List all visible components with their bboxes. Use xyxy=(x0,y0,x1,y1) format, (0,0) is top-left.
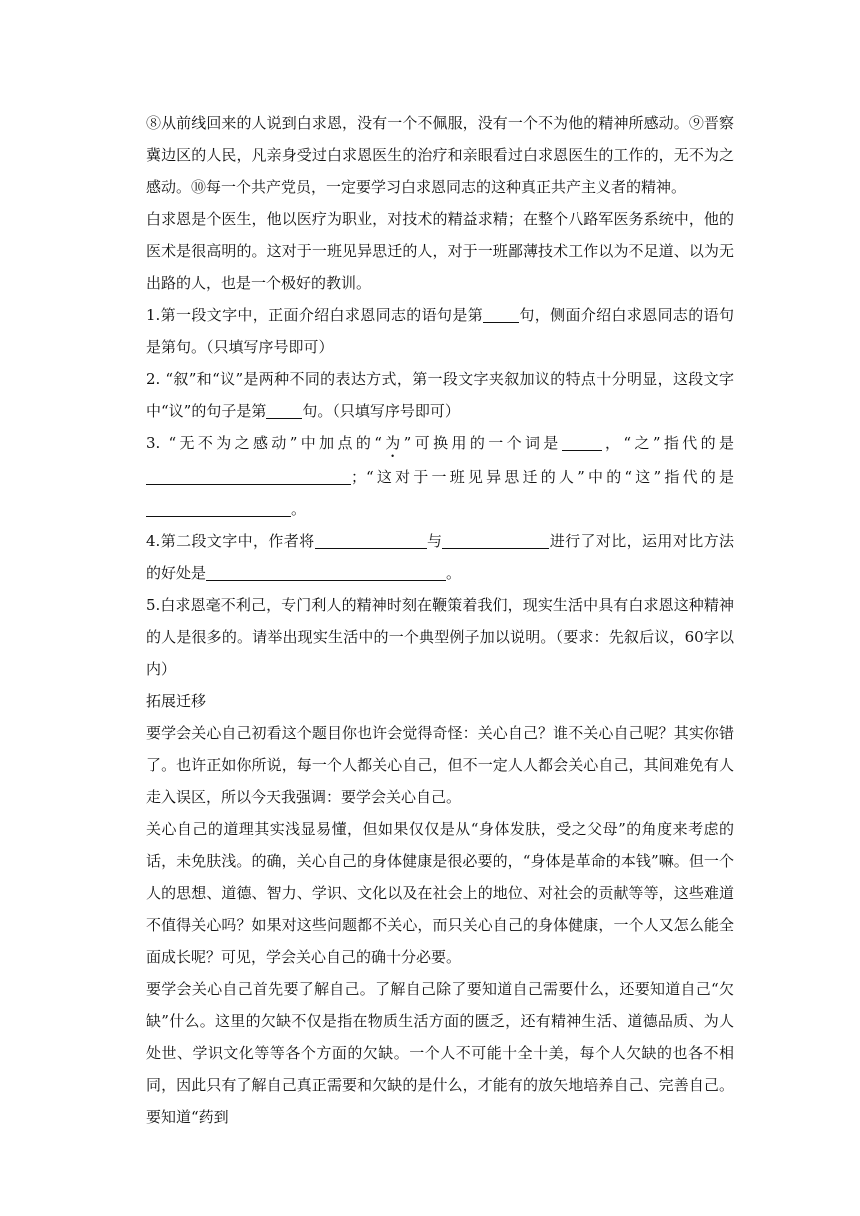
q3-text-e: 。 xyxy=(291,500,307,518)
q1-text-a: 1.第一段文字中，正面介绍白求恩同志的语句是第 xyxy=(146,306,484,324)
question-4 xyxy=(146,525,734,589)
q3-text-a: 3. “无不为之感动”中加点的“ xyxy=(146,434,382,452)
question-2 xyxy=(146,363,734,427)
q3-text-b: ”可换用的一个词是 xyxy=(403,434,562,452)
question-5: 5.白求恩毫不利己，专门利人的精神时刻在鞭策着我们，现实生活中具有白求恩这种精神的人是很多的。请举出现实生活中的一个典型例子加以说明。（要求：先叙后议，60字以内） xyxy=(146,596,734,678)
q4-text-a: 4.第二段文字中，作者将 xyxy=(146,532,315,550)
q3-dotted-char: 为 xyxy=(381,434,404,452)
section-title: 拓展迁移 xyxy=(146,692,207,710)
q4-text-b: 与 xyxy=(426,532,443,550)
q4-blank-1[interactable] xyxy=(315,530,427,549)
q2-text-a: 2. “叙”和“议”是两种不同的表达方式，第一段文字夹叙加议的特点十分明显，这段文字中“议”的句子是第 xyxy=(146,370,734,420)
passage2-para2: 关心自己的道理其实浅显易懂，但如果仅仅是从“身体发肤，受之父母”的角度来考虑的话，未免肤浅。的确，关心自己的身体健康是很必要的，“身体是革命的本钱”嘛。但一个人的思想、道德、智力、学识、文化以及在社会上的地位、对社会的贡献等等，这些难道不值得关心吗？如果对这些问题都不关心，而只关心自己的身体健康，一个人又怎么能全面成长呢？可见，学会关心自己的确十分必要。 xyxy=(146,820,734,966)
q4-text-c: 进行了对比，运用对比方法的好处是 xyxy=(146,532,734,582)
passage1-para1: ⑧从前线回来的人说到白求恩，没有一个不佩服，没有一个不为他的精神所感动。⑨晋察冀边区的人民，凡亲身受过白求恩医生的治疗和亲眼看过白求恩医生的工作的，无不为之感动。⑩每一个共产党员，一定要学习白求恩同志的这种真正共产主义者的精神。 xyxy=(146,114,734,196)
question-1 xyxy=(146,299,734,363)
q2-blank[interactable] xyxy=(266,400,302,419)
q1-blank-1[interactable] xyxy=(483,304,519,323)
q4-text-d: 。 xyxy=(446,564,462,582)
q4-blank-2[interactable] xyxy=(442,530,549,549)
q3-text-d: ；“这对于一班见异思迁的人”中的“这”指代的是 xyxy=(351,468,734,486)
q1-text-c: 句。（只填写序号即可） xyxy=(176,338,334,356)
q3-text-c: ，“之”指代的是 xyxy=(601,434,734,452)
q3-blank-1[interactable] xyxy=(562,432,602,451)
q1-text-b: 句，侧面介绍白求恩同志的语句是第 xyxy=(146,306,734,356)
q3-blank-2[interactable] xyxy=(146,466,351,485)
passage1-para2: 白求恩是个医生，他以医疗为职业，对技术的精益求精；在整个八路军医务系统中，他的医术是很高明的。这对于一班见异思迁的人，对于一班鄙薄技术工作以为不足道、以为无出路的人，也是一个极好的教训。 xyxy=(146,210,734,292)
document-page xyxy=(146,107,734,1133)
q2-text-b: 句。（只填写序号即可） xyxy=(302,402,460,420)
question-3 xyxy=(146,427,734,525)
q4-blank-3[interactable] xyxy=(206,562,446,581)
passage2-para3: 要学会关心自己首先要了解自己。了解自己除了要知道自己需要什么，还要知道自己“欠缺”什么。这里的欠缺不仅是指在物质生活方面的匮乏，还有精神生活、道德品质、为人处世、学识文化等等各个方面的欠缺。一个人不可能十全十美，每个人欠缺的也各不相同，因此只有了解自己真正需要和欠缺的是什么，才能有的放矢地培养自己、完善自己。要知道“药到 xyxy=(146,980,734,1126)
q3-blank-3[interactable] xyxy=(146,498,291,517)
passage2-para1: 要学会关心自己初看这个题目你也许会觉得奇怪：关心自己？谁不关心自己呢？其实你错了。也许正如你所说，每一个人都关心自己，但不一定人人都会关心自己，其间难免有人走入误区，所以今天我强调：要学会关心自己。 xyxy=(146,724,734,806)
